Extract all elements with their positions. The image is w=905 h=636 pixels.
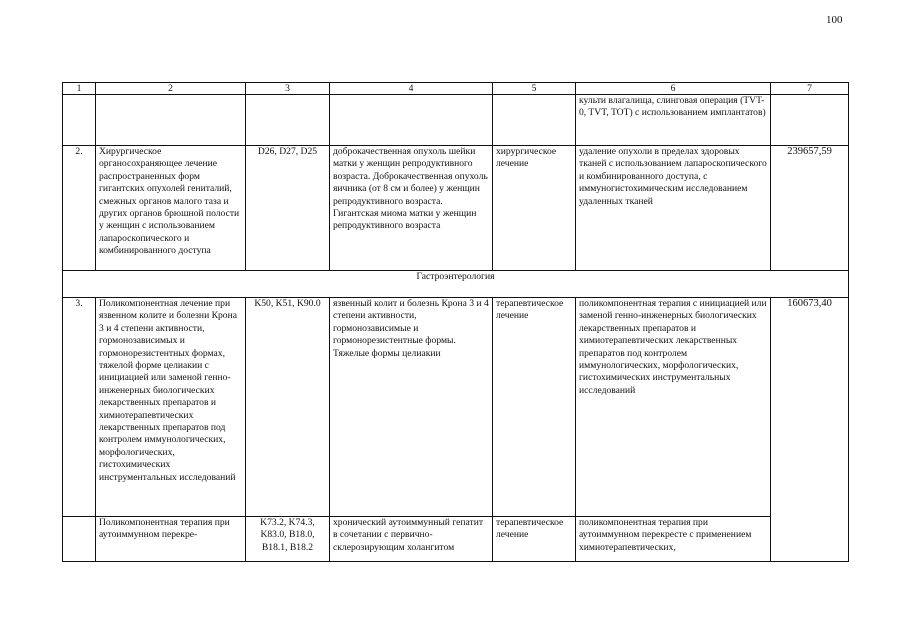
treatment-type: терапевтическое лечение: [493, 298, 576, 517]
table-row: [63, 95, 849, 146]
icd-codes: K73.2, K74.3, K83.0, B18.0, B18.1, B18.2: [246, 517, 330, 562]
row-number: 3.: [63, 298, 96, 517]
treatment-table: [62, 82, 849, 562]
treatment-name: Хирургическое органосохраняющее лечение распространенных форм гигантских опухолей гениталий, смежных органов малого таза и других органов брюшной полости у женщин с использованием лапароскопического и комбинированного доступа: [96, 146, 246, 271]
cost-value: 160673,40: [771, 298, 849, 562]
header-cell: 4: [330, 83, 493, 95]
header-row: [63, 83, 849, 95]
header-cell: 6: [576, 83, 771, 95]
page-number: 100: [826, 14, 843, 26]
icd-codes: D26, D27, D25: [246, 146, 330, 271]
method-cell: культи влагалища, слинговая операция (TVT-0, TVT, TOT) с использованием имплантатов): [576, 95, 771, 146]
treatment-name: Поликомпонентная терапия при аутоиммунном перекре-: [96, 517, 246, 562]
row-number: 2.: [63, 146, 96, 271]
header-cell: 5: [493, 83, 576, 95]
patient-model: язвенный колит и болезнь Крона 3 и 4 степени активности, гормонозависимые и гормонорезистентные формы. Тяжелые формы целиакии: [330, 298, 493, 517]
patient-model: хронический аутоиммунный гепатит в сочетании с первично-склерозирующим холангитом: [330, 517, 493, 562]
header-cell: 1: [63, 83, 96, 95]
header-cell: 7: [771, 83, 849, 95]
table-row: [63, 517, 849, 562]
treatment-method: удаление опухоли в пределах здоровых тканей с использованием лапароскопического и комбинированного доступа, с иммуногистохимическим исследованием удаленных тканей: [576, 146, 771, 271]
icd-codes: K50, K51, K90.0: [246, 298, 330, 517]
header-cell: 2: [96, 83, 246, 95]
treatment-type: терапевтическое лечение: [493, 517, 576, 562]
treatment-name: Поликомпонентная лечение при язвенном колите и болезни Крона 3 и 4 степени активности, гормонозависимых и гормонорезистентных формах, тяжелой форме целиакии с инициацией или заменой генно-инженерных биологических лекарственных препаратов и химиотерапевтических лекарственных препаратов под контролем иммунологических, морфологических, гистохимических инструментальных исследований: [96, 298, 246, 517]
section-row: [63, 271, 849, 298]
treatment-method: поликомпонентная терапия при аутоиммунном перекресте с применением химиотерапевтических,: [576, 517, 771, 562]
table-row: [63, 298, 849, 517]
treatment-method: поликомпонентная терапия с инициацией или заменой генно-инженерных биологических лекарственных препаратов и химиотерапевтических лекарственных препаратов под контролем иммунологических, морфологических, гистохимических инструментальных исследований: [576, 298, 771, 517]
section-title: Гастроэнтерология: [63, 271, 849, 298]
treatment-type: хирургическое лечение: [493, 146, 576, 271]
header-cell: 3: [246, 83, 330, 95]
patient-model: доброкачественная опухоль шейки матки у женщин репродуктивного возраста. Доброкачественная опухоль яичника (от 8 см и более) у женщин репродуктивного возраста. Гигантская миома матки у женщин репродуктивного возраста: [330, 146, 493, 271]
cost-value: 239657,59: [771, 146, 849, 271]
table-row: [63, 146, 849, 271]
